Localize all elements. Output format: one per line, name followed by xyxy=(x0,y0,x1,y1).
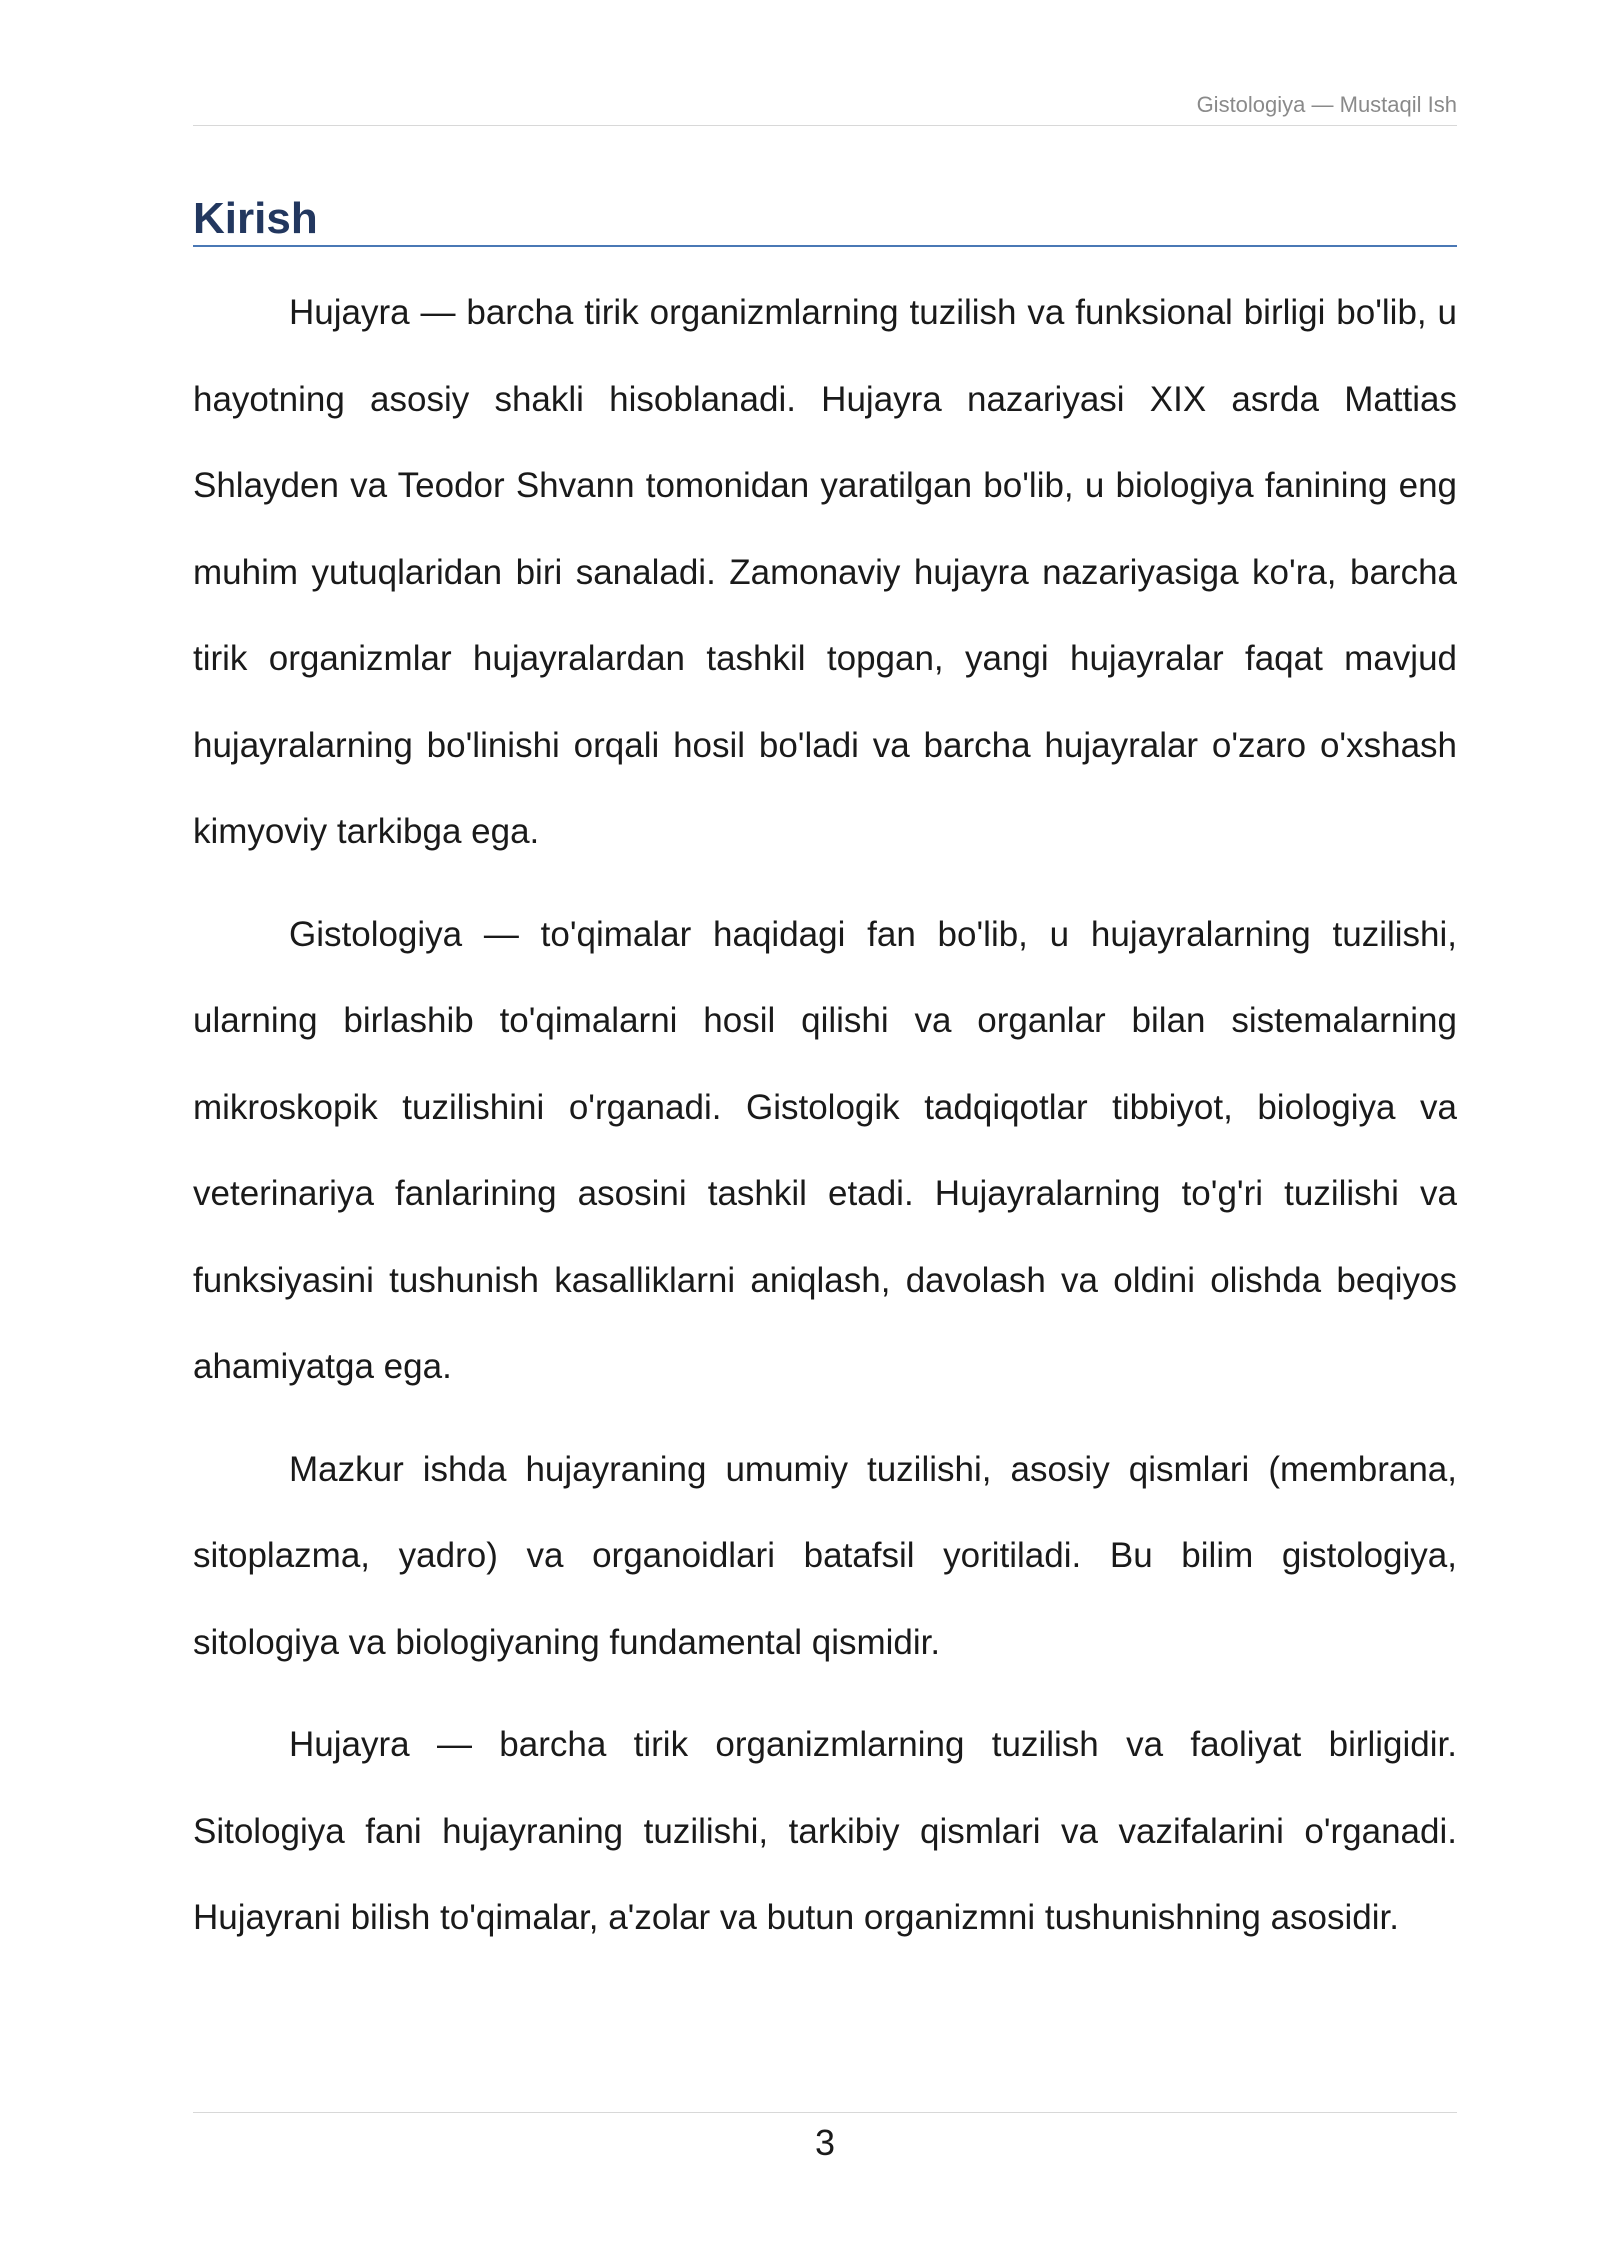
running-header: Gistologiya — Mustaqil Ish xyxy=(1196,92,1457,117)
body-text xyxy=(193,270,1457,1978)
footer-divider xyxy=(193,2112,1457,2113)
paragraph: Gistologiya — to'qimalar haqidagi fan bo'lib, u hujayralarning tuzilishi, ularning birlashib to'qimalarni hosil qilishi va organlar bilan sistemalarning mikroskopik tuzilishini o'rganadi. Gistologik tadqiqotlar tibbiyot, biologiya va veterinariya fanlarining asosini tashkil etadi. Hujayralarning to'g'ri tuzilishi va funksiyasini tushunish kasalliklarni aniqlash, davolash va oldini olishda beqiyos ahamiyatga ega. xyxy=(193,914,1457,1386)
heading-underline xyxy=(193,245,1457,247)
paragraph: Hujayra — barcha tirik organizmlarning tuzilish va funksional birligi bo'lib, u hayotning asosiy shakli hisoblanadi. Hujayra nazariyasi XIX asrda Mattias Shlayden va Teodor Shvann tomonidan yaratilgan bo'lib, u biologiya fanining eng muhim yutuqlaridan biri sanaladi. Zamonaviy hujayra nazariyasiga ko'ra, barcha tirik organizmlar hujayralardan tashkil topgan, yangi hujayralar faqat mavjud hujayralarning bo'linishi orqali hosil bo'ladi va barcha hujayralar o'zaro o'xshash kimyoviy tarkibga ega. xyxy=(193,293,1457,851)
paragraph: Mazkur ishda hujayraning umumiy tuzilishi, asosiy qismlari (membrana, sitoplazma, yadro) va organoidlari batafsil yoritiladi. Bu bilim gistologiya, sitologiya va biologiyaning fundamental qismidir. xyxy=(193,1449,1457,1662)
section-heading: Kirish xyxy=(193,194,318,243)
header-divider xyxy=(193,125,1457,126)
page-number: 3 xyxy=(814,2122,836,2163)
paragraph: Hujayra — barcha tirik organizmlarning tuzilish va faoliyat birligidir. Sitologiya fani hujayraning tuzilishi, tarkibiy qismlari va vazifalarini o'rganadi. Hujayrani bilish to'qimalar, a'zolar va butun organizmni tushunishning asosidir. xyxy=(193,1725,1457,1937)
